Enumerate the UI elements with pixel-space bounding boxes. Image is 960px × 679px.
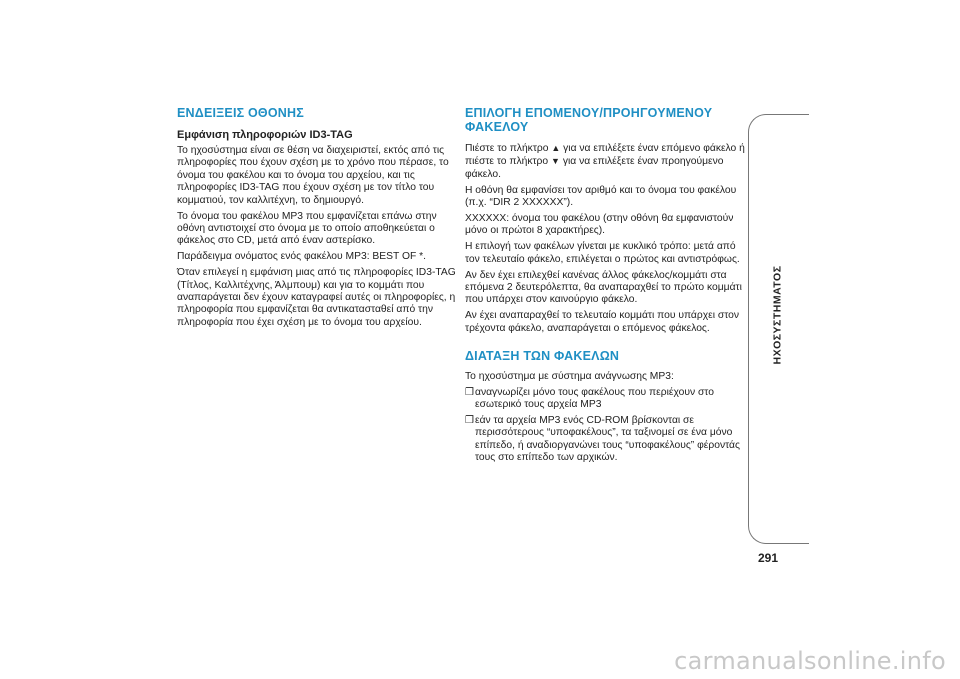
- checkbox-bullet-icon: ❒: [465, 414, 474, 426]
- list-item-text: εάν τα αρχεία MP3 ενός CD-ROM βρίσκονται σε περισσότερους “υποφακέλους”, τα ταξινομεί σε ένα μόνο επίπεδο, ή αναδιοργανώνει τους “υποφακέλους” φέροντάς τους στο επίπεδο των αρχικών.: [475, 414, 740, 464]
- text-fragment: για να επιλέξετε έναν επόμενο φάκελο ή πιέστε το πλήκτρο: [465, 143, 745, 168]
- paragraph: Το ηχοσύστημα με σύστημα ανάγνωσης MP3:: [465, 370, 674, 382]
- section-heading-display: ΕΝΔΕΙΞΕΙΣ ΟΘΟΝΗΣ: [177, 106, 304, 120]
- checkbox-bullet-icon: ❒: [465, 386, 474, 398]
- paragraph: Όταν επιλεγεί η εμφάνιση μιας από τις πληροφορίες ID3-TAG (Τίτλος, Καλλιτέχνης, Άλμπουμ) και για το κομμάτι που αναπαράγεται δεν έχουν καταγραφεί αυτές οι πληροφορίες, η πληροφορία που εμφανίζεται θα αντικατασταθεί από την πληροφορία που έχει σχέση με το όνομα του αρχείου.: [177, 267, 456, 328]
- text-fragment: Πιέστε το πλήκτρο: [465, 143, 549, 154]
- list-item: [465, 387, 745, 412]
- paragraph: [465, 142, 745, 181]
- paragraph: Αν δεν έχει επιλεχθεί κανένας άλλος φάκελος/κομμάτι στα επόμενα 2 δευτερόλεπτα, θα αναπαραχθεί το πρώτο κομμάτι που υπάρχει στον καινούργιο φάκελο.: [465, 269, 742, 306]
- paragraph: Το όνομα του φακέλου MP3 που εμφανίζεται επάνω στην οθόνη αντιστοιχεί στο όνομα με το οποίο αποθηκεύεται ο φάκελος στο CD, μετά από έναν αστερίσκο.: [177, 210, 437, 247]
- left-column: [177, 106, 467, 333]
- text-fragment: για να επιλέξετε έναν προηγούμενο φάκελο.: [465, 156, 724, 180]
- page-number: 291: [758, 551, 779, 565]
- list-item: [465, 415, 745, 465]
- down-arrow-icon: ▼: [551, 156, 560, 167]
- paragraph: XXXXXX: όνομα του φακέλου (στην οθόνη θα εμφανιστούν μόνο οι πρώτοι 8 χαρακτήρες).: [465, 213, 734, 237]
- watermark: carmanualsonline.info: [674, 647, 946, 675]
- section-heading-folder-select: ΕΠΙΛΟΓΗ ΕΠΟΜΕΝΟΥ/ΠΡΟΗΓΟΥΜΕΝΟΥ ΦΑΚΕΛΟΥ: [465, 106, 713, 134]
- paragraph: Η επιλογή των φακέλων γίνεται με κυκλικό τρόπο: μετά από τον τελευταίο φάκελο, επιλέγεται ο πρώτος και αντιστρόφως.: [465, 241, 740, 265]
- up-arrow-icon: ▲: [551, 143, 561, 153]
- chapter-tab-text: ΗΧΟΣΥΣΤΗΜΑΤΟΣ: [771, 265, 784, 365]
- right-column: [465, 106, 745, 468]
- subheading-id3: Εμφάνιση πληροφοριών ID3-TAG: [177, 129, 353, 141]
- paragraph: Παράδειγμα ονόματος ενός φακέλου MP3: BEST OF *.: [177, 251, 427, 263]
- paragraph: Το ηχοσύστημα είναι σε θέση να διαχειριστεί, εκτός από τις πληροφορίες που έχουν σχέση με το χρόνο που πέρασε, το όνομα του φακέλου και το όνομα του αρχείου, και τις πληροφορίες ID3-TAG που έχουν σχέση με τον τίτλο του κομματιού, τον καλλιτέχνη, το δημιουργό.: [177, 145, 449, 206]
- section-heading-folder-layout: ΔΙΑΤΑΞΗ ΤΩΝ ΦΑΚΕΛΩΝ: [465, 348, 620, 363]
- paragraph: Αν έχει αναπαραχθεί το τελευταίο κομμάτι που υπάρχει στον τρέχοντα φάκελο, αναπαράγεται ο επόμενος φάκελος.: [465, 310, 740, 334]
- list-item-text: αναγνωρίζει μόνο τους φακέλους που περιέχουν στο εσωτερικό τους αρχεία MP3: [475, 386, 714, 410]
- paragraph: Η οθόνη θα εμφανίσει τον αριθμό και το όνομα του φακέλου (π.χ. “DIR 2 XXXXXX”).: [465, 184, 737, 209]
- chapter-tab-label: [755, 255, 799, 375]
